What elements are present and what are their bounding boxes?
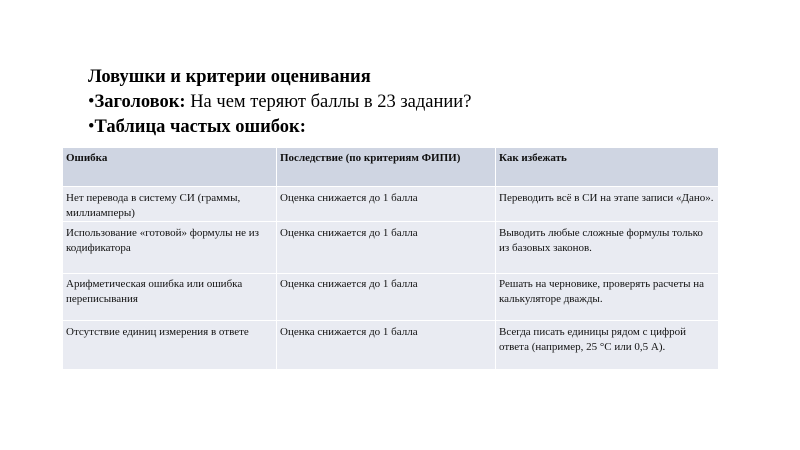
cell-consequence: Оценка снижается до 1 балла	[277, 222, 496, 274]
errors-table	[62, 147, 719, 370]
cell-how-to-avoid: Решать на черновике, проверять расчеты на калькуляторе дважды.	[496, 274, 719, 321]
cell-mistake: Арифметическая ошибка или ошибка переписывания	[63, 274, 277, 321]
cell-mistake: Нет перевода в систему СИ (граммы, миллиамперы)	[63, 187, 277, 222]
slide-title: Ловушки и критерии оценивания	[88, 67, 371, 87]
bullet-marker: •	[88, 92, 95, 112]
table-row	[63, 222, 719, 274]
cell-consequence: Оценка снижается до 1 балла	[277, 187, 496, 222]
table-caption: Таблица частых ошибок:	[94, 117, 306, 137]
headline-line	[88, 90, 748, 115]
cell-mistake: Использование «готовой» формулы не из кодификатора	[63, 222, 277, 274]
table-header-row	[63, 148, 719, 187]
cell-consequence: Оценка снижается до 1 балла	[277, 321, 496, 370]
cell-consequence: Оценка снижается до 1 балла	[277, 274, 496, 321]
heading-block	[88, 65, 748, 140]
column-header-mistake: Ошибка	[63, 148, 277, 187]
table-row	[63, 187, 719, 222]
table-caption-line	[88, 115, 748, 140]
bullet-marker: •	[88, 117, 95, 137]
headline-text: На чем теряют баллы в 23 задании?	[185, 92, 472, 112]
cell-how-to-avoid: Выводить любые сложные формулы только из базовых законов.	[496, 222, 719, 274]
table-row	[63, 274, 719, 321]
column-header-how-to-avoid: Как избежать	[496, 148, 719, 187]
cell-how-to-avoid: Всегда писать единицы рядом с цифрой ответа (например, 25 °C или 0,5 A).	[496, 321, 719, 370]
cell-mistake: Отсутствие единиц измерения в ответе	[63, 321, 277, 370]
column-header-consequence: Последствие (по критериям ФИПИ)	[277, 148, 496, 187]
slide-title-line	[88, 65, 748, 90]
cell-how-to-avoid: Переводить всё в СИ на этапе записи «Дано».	[496, 187, 719, 222]
table-row	[63, 321, 719, 370]
headline-label: Заголовок:	[94, 92, 186, 112]
